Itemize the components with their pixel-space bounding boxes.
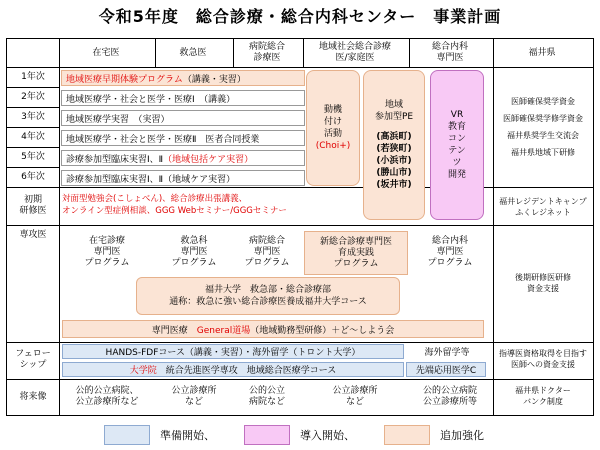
row-label-senkoi: 専攻医 — [19, 229, 47, 240]
vr-line: コン — [447, 134, 466, 144]
col-header-fukui: 福井県 — [528, 47, 556, 58]
daigakuin-bar — [62, 362, 404, 377]
col-header-kyukyu: 救急医 — [179, 47, 207, 58]
col-header-byoin: 病院総合 診療医 — [248, 42, 285, 63]
future-kyukyu: 公立診療所 など — [171, 386, 217, 407]
general-c: （地域勤務型研修）＋ど〜しよう会 — [250, 325, 395, 336]
general-b: General道場 — [196, 325, 251, 336]
row-label-1: 1年次 — [21, 71, 45, 82]
motivation-line: 付け — [323, 117, 342, 127]
fukui-doctor-bank: 福井県ドクター バンク制度 — [515, 386, 571, 406]
fukui-resident-camp: 福井レジデントキャンプ ふくレジネット — [499, 197, 587, 217]
page-title: 令和5年度 総合診療・総合内科センター 事業計画 — [98, 7, 502, 26]
row-label-2: 2年次 — [21, 91, 45, 102]
bar-year5-black: 診療参加型臨床実習Ⅰ、Ⅱ — [66, 154, 164, 165]
regional-town: (高浜町) — [376, 132, 412, 142]
center-course-box — [136, 277, 400, 315]
row-label-4: 4年次 — [21, 131, 45, 142]
row-label-5: 5年次 — [21, 151, 45, 162]
program-byoin: 病院総合 専門医 プログラム — [244, 235, 290, 268]
kaigai-ryugaku: 海外留学等 — [424, 348, 470, 358]
bar-year1-red: 地域医療早期体験プログラム — [66, 74, 183, 85]
row-label-6: 6年次 — [21, 171, 45, 182]
bar-year5 — [61, 150, 305, 166]
regional-town: (勝山市) — [376, 168, 412, 178]
senshin-bar: 先端応用医学C — [406, 362, 486, 377]
daigakuin-rest: 統合先進医学専攻 地域総合医療学コース — [156, 366, 337, 376]
fukui-senkoi-support: 後期研修医研修 資金支援 — [515, 273, 571, 293]
legend-label-peach: 追加強化 — [440, 429, 484, 442]
bar-year5-red: （地域包括ケア実習） — [163, 154, 254, 165]
vr-line: VR — [450, 110, 464, 120]
program-zaitaku: 在宅診療 専門医 プログラム — [84, 235, 130, 268]
grid-line — [59, 39, 60, 415]
row-label-3: 3年次 — [21, 111, 45, 122]
col-header-chiiki: 地域社会総合診療 医/家庭医 — [318, 42, 391, 63]
legend-swatch-peach — [384, 425, 430, 445]
vr-line: 教育 — [447, 122, 466, 132]
regional-line: 地域 — [384, 100, 403, 110]
initial-line1: 対面型勉強会(こしょべん)、総合診療出張講義、 — [62, 194, 248, 204]
row-label-initial: 初期 研修医 — [19, 195, 47, 216]
legend-label-pink: 導入開始、 — [300, 429, 355, 442]
regional-pe-box — [363, 70, 425, 220]
regional-line: 参加型PE — [374, 112, 414, 122]
legend-swatch-pink — [244, 425, 290, 445]
general-a: 専門医療 — [151, 325, 197, 336]
regional-town: (若狭町) — [376, 144, 412, 154]
motivation-line: (Choi+) — [315, 141, 351, 151]
initial-line2: オンライン型症例相談、GGG Webセミナー/GGGセミナー — [62, 206, 287, 216]
motivation-line: 活動 — [323, 129, 342, 139]
row-label-future: 将来像 — [19, 391, 47, 402]
bar-year3: 地域医療学実習 （実習） — [61, 110, 305, 126]
bar-year6: 診療参加型臨床実習Ⅰ、Ⅱ（地域ケア実習） — [61, 170, 305, 186]
center-line2: 通称：救急に強い総合診療医養成福井大学コース — [169, 297, 367, 307]
fukui-item: 医師確保奨学修学資金 — [503, 114, 583, 123]
vr-line: テン — [448, 146, 466, 156]
program-shin-sogo: 新総合診療専門医 育成実践 プログラム — [304, 231, 408, 275]
fukui-item: 医師確保奨学資金 — [511, 97, 575, 106]
program-kyukyu: 救急科 専門医 プログラム — [171, 235, 217, 268]
future-byoin: 公的公立 病院など — [248, 386, 285, 407]
initial-training — [62, 193, 362, 217]
regional-town: (小浜市) — [376, 156, 412, 166]
fukui-item: 福井県奨学生交流会 — [507, 131, 579, 140]
fukui-item: 福井県地域下研修 — [511, 148, 575, 157]
fukui-list-upper — [494, 96, 592, 158]
legend-swatch-blue — [104, 425, 150, 445]
center-line1: 福井大学 救急部・総合診療部 — [204, 285, 331, 295]
vr-line: ツ — [452, 158, 462, 168]
motivation-box — [306, 70, 360, 186]
legend-label-blue: 準備開始、 — [160, 429, 215, 442]
general-dojo-bar — [62, 320, 484, 338]
bar-year4: 地域医療学・社会と医学・医療Ⅱ 医者合同授業 — [61, 130, 305, 146]
future-chiiki: 公立診療所 など — [332, 386, 378, 407]
motivation-line: 動機 — [323, 105, 342, 115]
bar-year1-rest: （講義・実習） — [182, 74, 246, 85]
future-naika: 公的公立病院 公立診療所等 — [422, 386, 477, 407]
regional-town: (坂井市) — [376, 180, 412, 190]
col-header-naika: 総合内科 専門医 — [431, 42, 468, 63]
vr-line: 開発 — [447, 170, 466, 180]
fukui-fellowship-support: 指導医資格取得を目指す 医師への資金支援 — [499, 349, 587, 369]
row-label-fellowship: フェロー シップ — [15, 349, 51, 370]
bar-year1 — [61, 70, 305, 86]
bar-year2: 地域医療学・社会と医学・医療Ⅰ （講義） — [61, 90, 305, 106]
grid-line — [7, 67, 593, 68]
vr-box — [430, 70, 484, 220]
col-header-zaitaku: 在宅医 — [92, 47, 120, 58]
future-zaitaku: 公的公立病院、 公立診療所など — [75, 386, 139, 407]
daigakuin-red: 大学院 — [129, 366, 157, 376]
hands-fdf-bar: HANDS-FDFコース（講義・実習）・海外留学（トロント大学） — [62, 344, 404, 359]
program-naika: 総合内科 専門医 プログラム — [427, 235, 473, 268]
